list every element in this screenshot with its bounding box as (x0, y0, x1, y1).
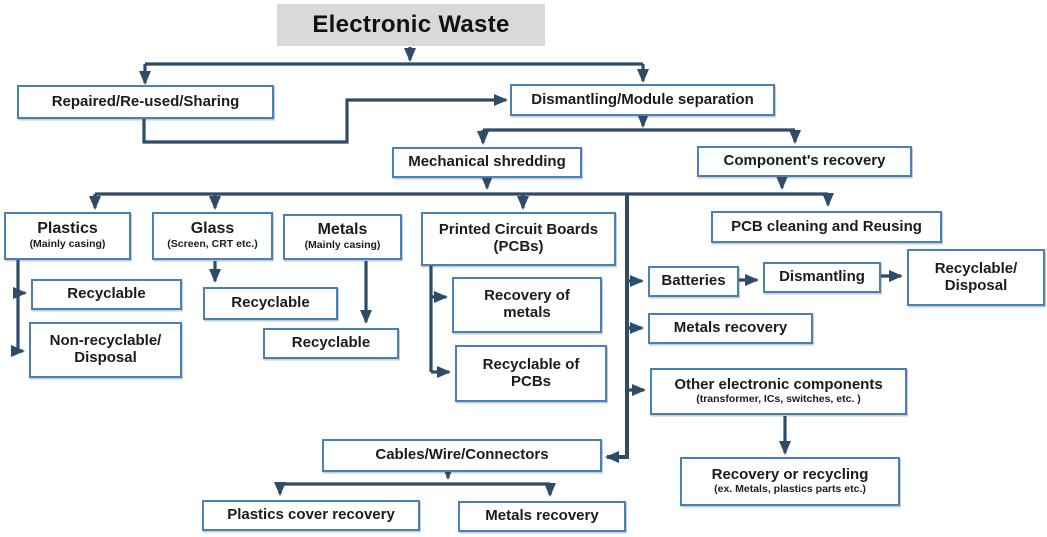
node-non-recyclable-disposal (29, 322, 182, 378)
node-recovery-of-metals (452, 277, 602, 333)
node-label: Metals recovery (485, 507, 599, 525)
node-sublabel: (Mainly casing) (29, 238, 106, 251)
node-dismantling (763, 262, 881, 293)
node-mechanical-shredding (392, 147, 582, 178)
node-metals (283, 214, 402, 260)
node-plastics-cover-recovery (202, 500, 420, 531)
node-sublabel: (transformer, ICs, switches, etc. ) (696, 393, 861, 406)
node-label: Component's recovery (723, 152, 886, 170)
node-repaired-reused-sharing (17, 85, 274, 119)
node-batteries (648, 266, 739, 297)
node-sublabel: PCBs (510, 372, 551, 390)
node-label: Recyclable (67, 285, 146, 303)
node-label: Repaired/Re-used/Sharing (51, 92, 240, 110)
node-label: Cables/Wire/Connectors (375, 446, 549, 464)
node-glass (152, 212, 273, 260)
node-label: Batteries (661, 272, 726, 290)
node-label: Recyclable/ (934, 259, 1018, 277)
node-printed-circuit-boards (421, 212, 616, 266)
node-label: PCB cleaning and Reusing (731, 217, 922, 235)
node-pcb-cleaning-and-reusing (711, 211, 942, 243)
node-metals-recovery-components (648, 313, 813, 344)
node-label: Mechanical shredding (408, 153, 566, 171)
node-electronic-waste (277, 4, 545, 46)
node-label: Glass (190, 220, 235, 238)
node-label: Dismantling (779, 268, 865, 286)
node-label: Printed Circuit Boards (438, 221, 599, 239)
node-label: Recyclable (231, 294, 310, 312)
node-sublabel: (Mainly casing) (304, 239, 381, 252)
node-sublabel: (Screen, CRT etc.) (167, 238, 258, 251)
node-label: Recovery of (484, 287, 570, 305)
node-recyclable-glass (203, 287, 338, 320)
node-label: Plastics cover recovery (227, 506, 395, 524)
node-label: Other electronic components (674, 375, 883, 393)
node-dismantling-module-separation (510, 84, 775, 116)
node-sublabel: Disposal (74, 349, 137, 366)
node-other-electronic-components (650, 368, 907, 415)
node-recyclable-metals (263, 328, 399, 359)
node-sublabel: (PCBs) (493, 238, 544, 255)
node-recyclable-disposal (907, 249, 1045, 306)
node-label: Recyclable of (482, 355, 580, 373)
node-recovery-or-recycling (680, 457, 900, 506)
node-recyclable-of-pcbs (455, 345, 607, 402)
node-label: Metals (317, 221, 368, 239)
node-sublabel: (ex. Metals, plastics parts etc.) (714, 483, 866, 496)
node-sublabel: Disposal (944, 276, 1008, 294)
node-metals-recovery-cables (458, 501, 626, 532)
node-cables-wire-connectors (322, 439, 602, 472)
node-label: Recovery or recycling (711, 465, 869, 483)
node-label: Recyclable (291, 334, 371, 352)
node-label: Plastics (37, 220, 98, 238)
node-label: Metals recovery (673, 319, 788, 337)
node-sublabel: metals (503, 304, 551, 321)
node-label: Dismantling/Module separation (531, 90, 754, 108)
node-label: Non-recyclable/ (49, 332, 162, 350)
node-plastics (4, 212, 131, 260)
node-recyclable-plastics (31, 279, 182, 310)
node-components-recovery (697, 146, 912, 177)
node-label: Electronic Waste (312, 10, 510, 38)
